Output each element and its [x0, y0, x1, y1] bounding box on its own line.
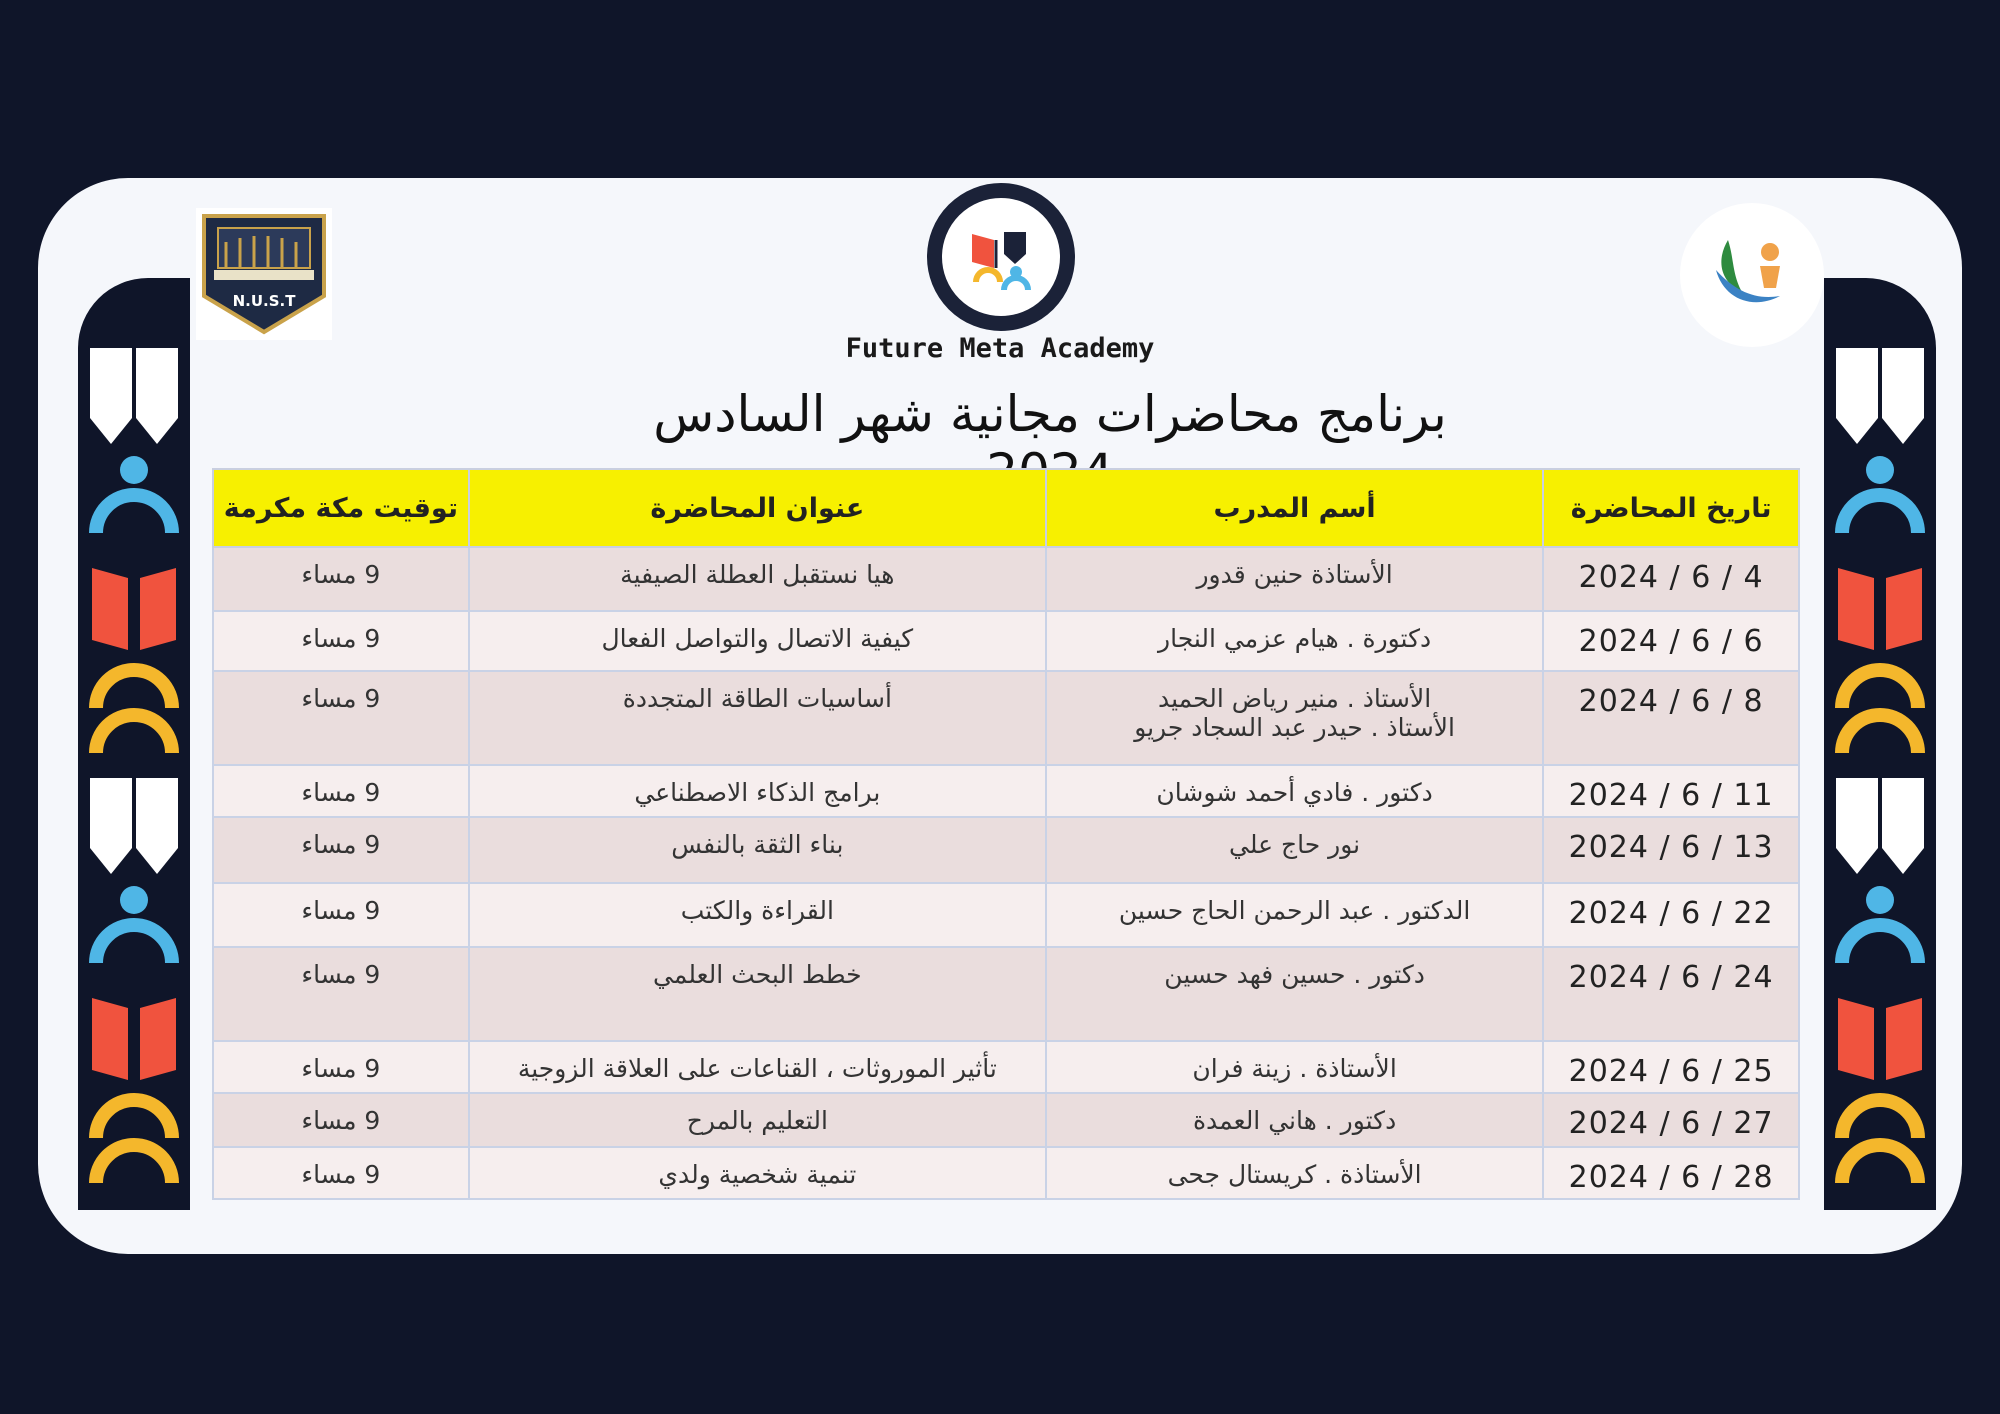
cell-date: 2024 / 6 / 6	[1543, 611, 1799, 671]
cell-date: 2024 / 6 / 28	[1543, 1147, 1799, 1199]
cell-time: 9 مساء	[213, 611, 469, 671]
trainer-name: الدكتور . عبد الرحمن الحاج حسين	[1118, 896, 1471, 925]
cell-date: 2024 / 6 / 13	[1543, 817, 1799, 883]
table-row	[213, 765, 1799, 817]
cell-time: 9 مساء	[213, 1093, 469, 1147]
pattern-icon	[1824, 278, 1936, 1210]
cell-trainer	[1046, 671, 1543, 765]
cell-title: هيا نستقبل العطلة الصيفية	[469, 547, 1046, 611]
cell-title: بناء الثقة بالنفس	[469, 817, 1046, 883]
trainer-name: الأستاذة . زينة فران	[1192, 1054, 1397, 1083]
right-decorative-strip	[1824, 278, 1936, 1210]
cell-time: 9 مساء	[213, 1147, 469, 1199]
table-row	[213, 611, 1799, 671]
cell-date: 2024 / 6 / 22	[1543, 883, 1799, 947]
cell-title: أساسيات الطاقة المتجددة	[469, 671, 1046, 765]
cell-time: 9 مساء	[213, 1041, 469, 1093]
cell-trainer	[1046, 611, 1543, 671]
cell-trainer	[1046, 1093, 1543, 1147]
cell-time: 9 مساء	[213, 671, 469, 765]
trainer-name: الأستاذة . كريستال جحى	[1167, 1160, 1422, 1189]
cell-date: 2024 / 6 / 24	[1543, 947, 1799, 1041]
cell-time: 9 مساء	[213, 947, 469, 1041]
trainer-name: دكتور . فادي أحمد شوشان	[1156, 778, 1433, 807]
nust-logo	[196, 208, 332, 340]
cell-date: 2024 / 6 / 11	[1543, 765, 1799, 817]
cell-title: كيفية الاتصال والتواصل الفعال	[469, 611, 1046, 671]
cell-title: التعليم بالمرح	[469, 1093, 1046, 1147]
development-academy-logo	[1672, 200, 1832, 350]
academy-emblem-icon	[926, 182, 1076, 332]
table-row	[213, 1147, 1799, 1199]
cell-title: خطط البحث العلمي	[469, 947, 1046, 1041]
cell-time: 9 مساء	[213, 765, 469, 817]
table-header-row	[213, 469, 1799, 547]
cell-trainer	[1046, 1147, 1543, 1199]
table-row	[213, 671, 1799, 765]
column-header-trainer: أسم المدرب	[1046, 469, 1543, 547]
cell-title: تأثير الموروثات ، القناعات على العلاقة الزوجية	[469, 1041, 1046, 1093]
cell-time: 9 مساء	[213, 817, 469, 883]
table-row	[213, 1041, 1799, 1093]
left-decorative-strip	[78, 278, 190, 1210]
nust-logo-text: N.U.S.T	[232, 292, 296, 310]
cell-title: القراءة والكتب	[469, 883, 1046, 947]
column-header-time: توقيت مكة مكرمة	[213, 469, 469, 547]
pattern-icon	[78, 278, 190, 1210]
cell-date: 2024 / 6 / 25	[1543, 1041, 1799, 1093]
table-row	[213, 817, 1799, 883]
nust-shield-icon	[196, 208, 332, 340]
cell-title: تنمية شخصية ولدي	[469, 1147, 1046, 1199]
cell-trainer	[1046, 547, 1543, 611]
trainer-name: دكتورة . هيام عزمي النجار	[1158, 624, 1432, 653]
academy-name: Future Meta Academy	[845, 333, 1155, 364]
cell-date: 2024 / 6 / 4	[1543, 547, 1799, 611]
cell-trainer	[1046, 1041, 1543, 1093]
program-title: برنامج محاضرات مجانية شهر السادس	[653, 385, 1447, 443]
cell-trainer	[1046, 947, 1543, 1041]
cell-time: 9 مساء	[213, 547, 469, 611]
schedule-table-wrap	[212, 468, 1800, 1200]
column-header-date: تاريخ المحاضرة	[1543, 469, 1799, 547]
trainer-name: الأستاذ . منير رياض الحميد	[1158, 684, 1432, 713]
column-header-title: عنوان المحاضرة	[469, 469, 1046, 547]
cell-title: برامج الذكاء الاصطناعي	[469, 765, 1046, 817]
table-row	[213, 1093, 1799, 1147]
cell-date: 2024 / 6 / 27	[1543, 1093, 1799, 1147]
trainer-name: الأستاذ . حيدر عبد السجاد جريو	[1134, 713, 1455, 742]
cell-time: 9 مساء	[213, 883, 469, 947]
hand-leaf-icon	[1672, 200, 1832, 350]
future-meta-academy-logo	[926, 182, 1076, 332]
trainer-name: دكتور . حسين فهد حسين	[1164, 960, 1425, 989]
table-row	[213, 547, 1799, 611]
trainer-name: دكتور . هاني العمدة	[1192, 1106, 1397, 1135]
cell-trainer	[1046, 883, 1543, 947]
schedule-table	[212, 468, 1800, 1200]
cell-trainer	[1046, 817, 1543, 883]
cell-trainer	[1046, 765, 1543, 817]
trainer-name: نور حاج علي	[1229, 830, 1361, 859]
table-row	[213, 947, 1799, 1041]
trainer-name: الأستاذة حنين قدور	[1196, 560, 1393, 589]
table-row	[213, 883, 1799, 947]
cell-date: 2024 / 6 / 8	[1543, 671, 1799, 765]
